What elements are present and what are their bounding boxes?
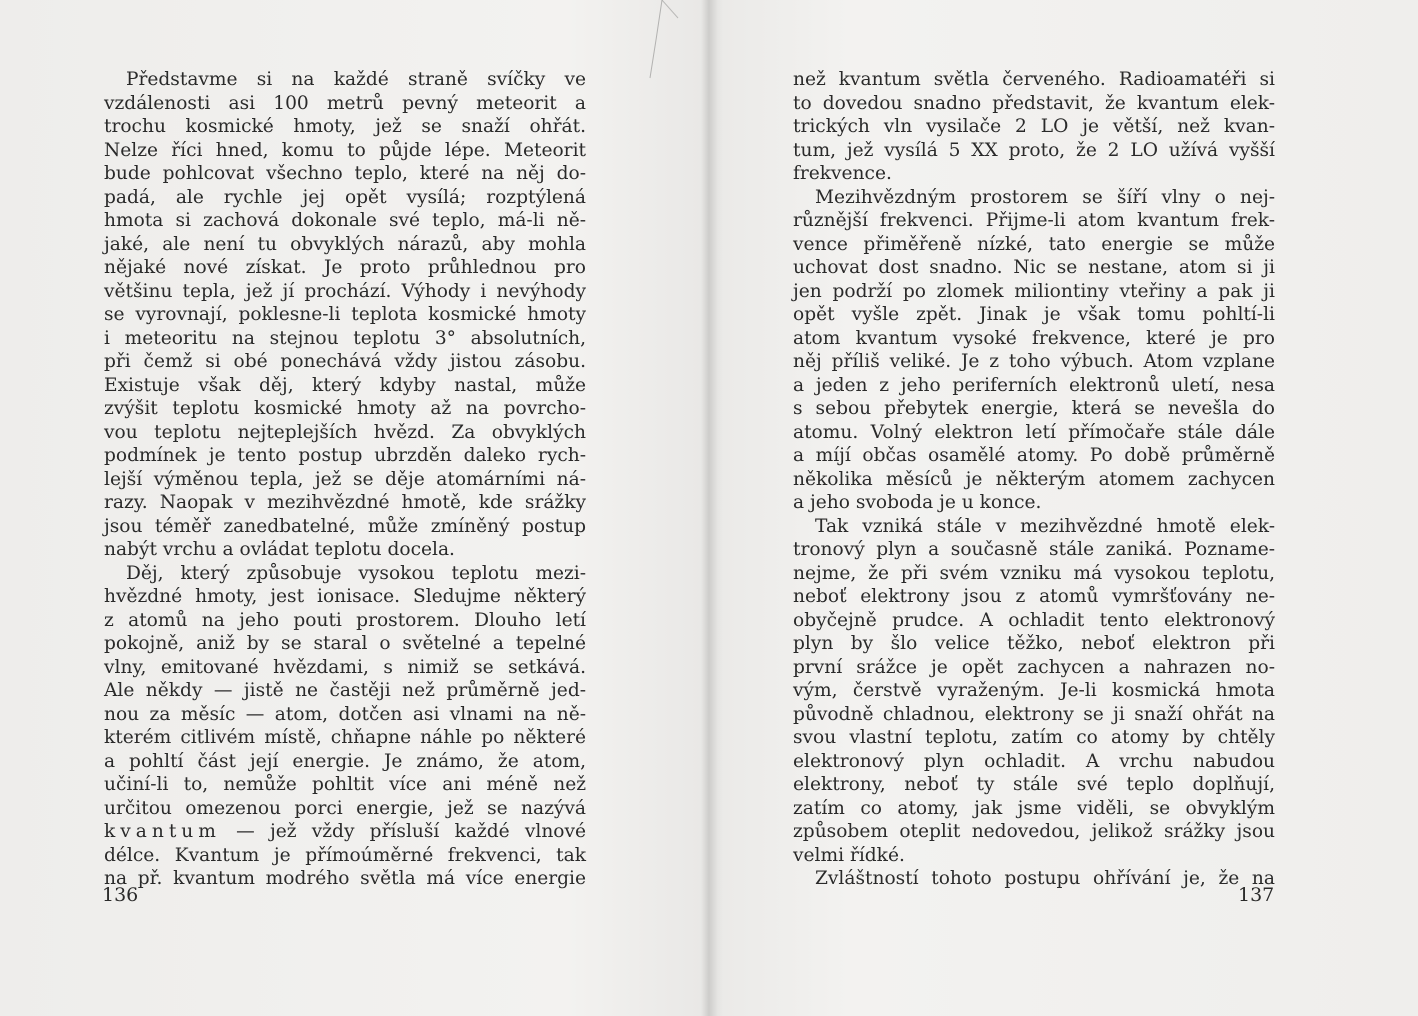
text-line: atom kvantum vysoké frekvence, které je pro [793,327,1275,349]
page-crease [600,0,720,80]
text-line: vou teplotu nejteplejších hvězd. Za obvyklých [104,421,586,443]
text-line: plyn by šlo velice těžko, neboť elektron při [793,633,1275,654]
emphasized-word: kvantum [104,821,221,842]
text-line: několika měsíců je některým atomem zachycen [793,468,1275,490]
text-line: Zvláštností tohoto postupu ohřívání je, že na [815,868,1275,889]
right-page-number: 137 [1238,884,1275,906]
text-line: svou vlastní teplotu, zatím co atomy by chtěly [793,727,1275,748]
text-line: a jeho svoboda je u konce. [793,492,1042,513]
text-line: s sebou přebytek energie, která se nevešla do [793,398,1275,419]
text-line: kterém citlivém místě, chňapne náhle po některé [104,727,586,748]
text-line: Ale někdy — jistě ne častěji než průměrně jed- [104,680,586,701]
text-line: lejší výměnou tepla, jež se děje atomárními ná- [104,468,586,490]
text-line: na př. kvantum modrého světla má více energie [104,868,586,889]
text-line: podmínek je tento postup ubrzděn daleko rych- [104,445,586,466]
left-page-number: 136 [102,884,139,906]
book-gutter [700,0,718,1016]
text-line: učiní-li to, nemůže pohltit více ani méně než [104,774,586,795]
text-line: vlny, emitované hvězdami, s nimiž se setkává. [104,656,586,678]
text-line: Tak vzniká stále v mezihvězdné hmotě elek- [815,515,1275,537]
text-line: jen podrží po zlomek miliontiny vteřiny a pak ji [793,280,1275,302]
text-line: hvězdné hmoty, jest ionisace. Sledujme některý [104,586,586,607]
text-line: kvantum — jež vždy přísluší každé vlnové [104,821,586,842]
text-line: opět vyšle zpět. Jinak je však tomu pohltí-li [793,304,1275,325]
text-line: a jeden z jeho periferních elektronů uletí, nesa [793,374,1275,396]
text-line: to dovedou snadno představit, že kvantum elek- [793,92,1275,114]
text-line: většinu tepla, jež jí prochází. Výhody i nevýhody [104,280,586,302]
text-line: určitou omezenou porci energie, jež se nazývá [104,797,586,819]
text-line: vzdálenosti asi 100 metrů pevný meteorit a [104,92,586,114]
text-line: i meteoritu na stejnou teplotu 3° absolutních, [104,327,586,349]
text-line: něj příliš veliké. Je z toho výbuch. Atom vzplane [793,351,1275,372]
text-line: trochu kosmické hmoty, jež se snaží ohřát. [104,116,586,137]
text-line: Existuje však děj, který kdyby nastal, může [104,374,586,396]
text-line: vence přiměřeně nízké, tato energie se může [793,233,1275,255]
text-line: nou za měsíc — atom, dotčen asi vlnami na ně- [104,703,586,725]
text-line: padá, ale rychle jej opět vysílá; rozptýlená [104,186,586,208]
text-line: trických vln vysilače 2 LO je větší, než kvan- [793,116,1275,137]
text-line: tum, jež vysílá 5 XX proto, že 2 LO užívá vyšší [793,139,1275,161]
text-line: elektrony, neboť ty stále své teplo doplňují, [793,774,1275,795]
text-line: než kvantum světla červeného. Radioamatéři si [793,69,1275,90]
text-line: Mezihvězdným prostorem se šíří vlny o nej- [815,186,1275,208]
text-line: velmi řídké. [793,844,905,866]
text-line: jaké, ale není tu obvyklých nárazů, aby mohla [104,233,586,255]
text-line: způsobem oteplit nedovedou, jelikož srážky jsou [793,821,1275,842]
text-line: pokojně, aniž by se staral o světelné a tepelné [104,633,586,654]
text-line: hmota si zachová dokonale své teplo, má-li ně- [104,210,586,231]
text-line: z atomů na jeho pouti prostorem. Dlouho letí [104,609,586,631]
text-line: elektronový plyn ochladit. A vrchu nabudou [793,750,1275,772]
text-line: Děj, který způsobuje vysokou teplotu mezi- [126,562,586,584]
text-line: atomu. Volný elektron letí přímočaře stále dále [793,421,1275,443]
text-line: se vyrovnají, poklesne-li teplota kosmické hmoty [104,304,586,325]
text-line: uchovat dost snadno. Nic se nestane, atom si ji [793,257,1275,278]
text-line: razy. Naopak v mezihvězdné hmotě, kde srážky [104,492,586,513]
text-line: vým, čerstvě vyraženým. Je-li kosmická hmota [793,680,1275,701]
right-page-text [793,68,1275,891]
text-line: první srážce je opět zachycen a nahrazen no- [793,656,1275,678]
text-line: frekvence. [793,163,892,184]
text-line: původně chladnou, elektrony se ji snaží ohřát na [793,703,1275,725]
text-line: zvýšit teplotu kosmické hmoty až na povrcho- [104,398,586,419]
text-line: a míjí občas osamělé atomy. Po době průměrně [793,445,1275,466]
text-line: bude pohlcovat všechno teplo, které na něj do- [104,163,586,184]
text-line: nabýt vrchu a ovládat teplotu docela. [104,539,455,560]
text-line: neboť elektrony jsou z atomů vymršťovány ne- [793,586,1275,607]
text-line: délce. Kvantum je přímoúměrné frekvenci, tak [104,844,586,866]
text-line: nějaké nové získat. Je proto průhlednou pro [104,257,586,278]
text-line: nejme, že při svém vzniku má vysokou teplotu, [793,562,1275,584]
text-line: jsou téměř zanedbatelné, může zmíněný postup [104,515,586,537]
text-line: při čemž si obé ponechává vždy jistou zásobu. [104,351,586,372]
left-page-text [104,68,586,891]
text-line: a pohltí část její energie. Je známo, že atom, [104,750,586,772]
text-line: obyčejně prudce. A ochladit tento elektronový [793,609,1275,631]
text-line: Představme si na každé straně svíčky ve [126,69,586,90]
text-line: Nelze říci hned, komu to půjde lépe. Meteorit [104,139,586,161]
text-line: zatím co atomy, jak jsme viděli, se obvyklým [793,797,1275,819]
text-line: tronový plyn a současně stále zaniká. Pozname- [793,539,1275,560]
text-line: různější frekvenci. Přijme-li atom kvantum frek- [793,210,1275,231]
